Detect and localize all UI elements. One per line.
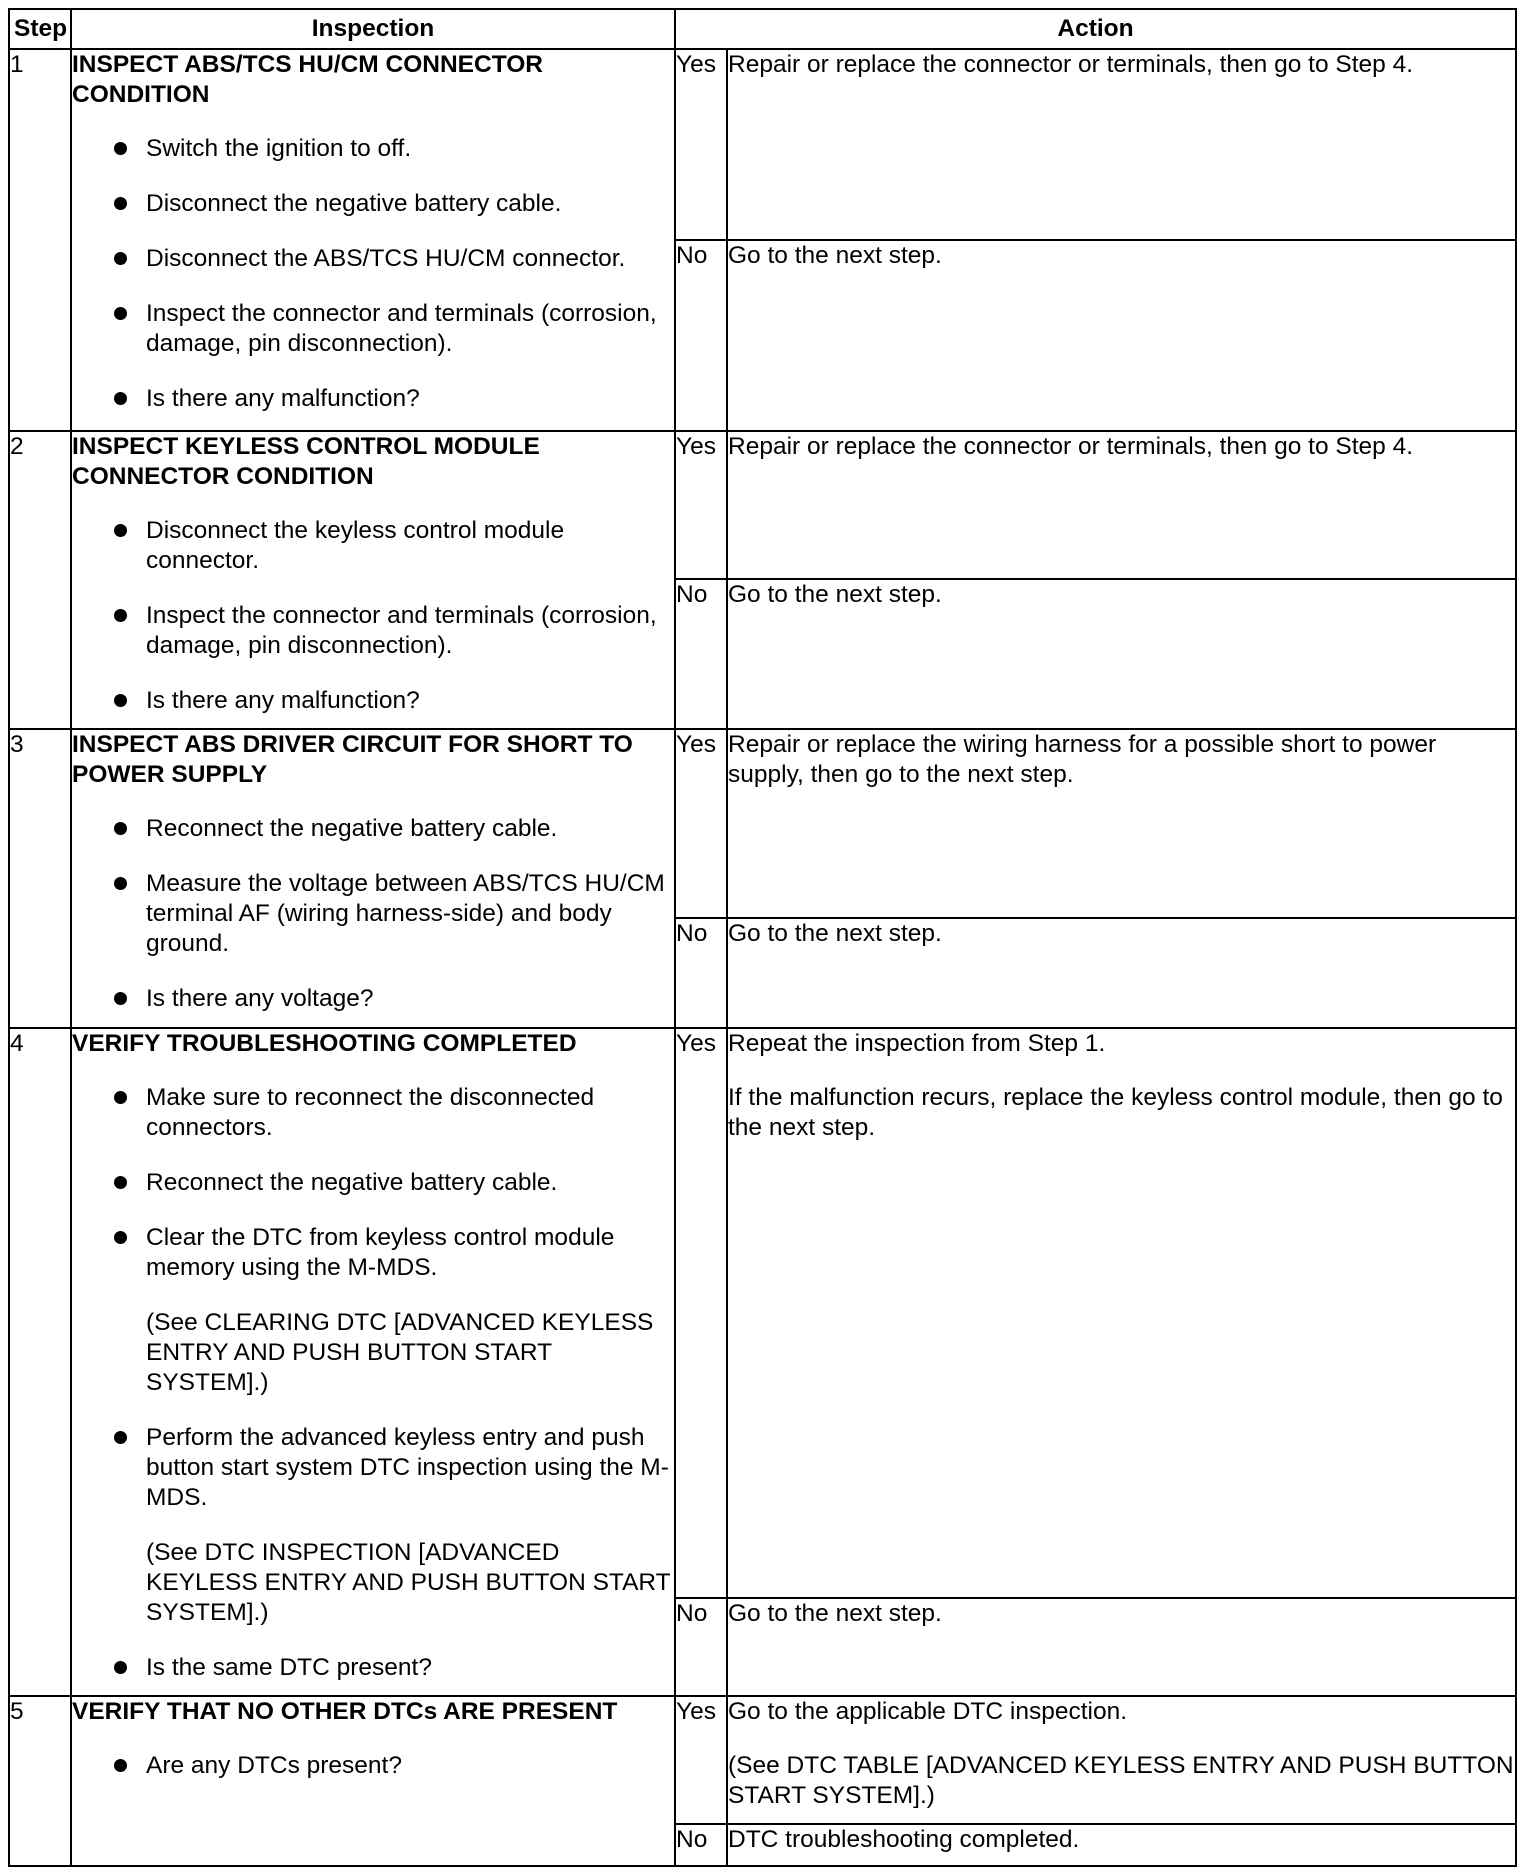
- troubleshooting-table: [8, 8, 1517, 1867]
- bullet-item: [72, 686, 674, 716]
- step-title: INSPECT ABS/TCS HU/CM CONNECTOR CONDITION: [72, 51, 543, 108]
- yes-action: [727, 1696, 1516, 1824]
- action-text: Repeat the inspection from Step 1.: [728, 1030, 1106, 1057]
- action-text: Go to the next step.: [728, 920, 942, 947]
- inspection-bullets: [72, 134, 674, 414]
- action-text: Go to the next step.: [728, 242, 942, 269]
- step-title: INSPECT ABS DRIVER CIRCUIT FOR SHORT TO POWER SUPPLY: [72, 731, 633, 788]
- table-header-row: [9, 9, 1516, 49]
- step-1-yes-row: [9, 49, 1516, 240]
- bullet-text: Is there any malfunction?: [146, 687, 420, 714]
- bullet-icon: [114, 197, 127, 210]
- bullet-icon: [114, 307, 127, 320]
- bullet-text: Reconnect the negative battery cable.: [146, 815, 558, 842]
- bullet-item: [72, 244, 674, 274]
- bullet-item: [72, 384, 674, 414]
- no-label: No: [675, 1598, 727, 1696]
- no-label: No: [675, 579, 727, 729]
- bullet-icon: [114, 877, 127, 890]
- inspection-bullets: [72, 1751, 674, 1781]
- step-title: VERIFY THAT NO OTHER DTCs ARE PRESENT: [72, 1698, 618, 1725]
- bullet-item: [72, 134, 674, 164]
- yes-action: [727, 49, 1516, 240]
- inspection-bullets: [72, 814, 674, 1014]
- bullet-item: [72, 869, 674, 959]
- step-1-inspection: [71, 49, 675, 431]
- step-column-header: Step: [9, 9, 71, 49]
- action-text: Go to the next step.: [728, 1600, 942, 1627]
- inspection-bullets: [72, 1083, 674, 1683]
- action-text: Repair or replace the connector or terminals, then go to Step 4.: [728, 51, 1414, 78]
- step-number: 2: [9, 431, 71, 729]
- yes-action: [727, 1028, 1516, 1598]
- step-4-inspection: [71, 1028, 675, 1696]
- bullet-icon: [114, 1176, 127, 1189]
- bullet-text: Switch the ignition to off.: [146, 135, 412, 162]
- bullet-text: Clear the DTC from keyless control module memory using the M-MDS.: [146, 1224, 615, 1281]
- bullet-icon: [114, 252, 127, 265]
- step-number: 3: [9, 729, 71, 1028]
- action-text: Go to the next step.: [728, 581, 942, 608]
- yes-label: Yes: [675, 431, 727, 579]
- bullet-text: Perform the advanced keyless entry and push button start system DTC inspection using the M-MDS.: [146, 1424, 669, 1511]
- action-text: If the malfunction recurs, replace the keyless control module, then go to the next step.: [728, 1084, 1503, 1141]
- yes-label: Yes: [675, 1696, 727, 1824]
- yes-label: Yes: [675, 729, 727, 918]
- bullet-item: [72, 1751, 674, 1781]
- bullet-text: Is there any malfunction?: [146, 385, 420, 412]
- bullet-item: [72, 1423, 674, 1628]
- bullet-icon: [114, 1759, 127, 1772]
- bullet-text: Disconnect the keyless control module connector.: [146, 517, 565, 574]
- inspection-column-header: Inspection: [71, 9, 675, 49]
- inspection-bullets: [72, 516, 674, 716]
- action-column-header: Action: [675, 9, 1516, 49]
- no-action: [727, 918, 1516, 1028]
- bullet-item: [72, 1168, 674, 1198]
- bullet-icon: [114, 822, 127, 835]
- action-text: Repair or replace the wiring harness for a possible short to power supply, then go to the next step.: [728, 731, 1437, 788]
- bullet-icon: [114, 1431, 127, 1444]
- bullet-text: Is there any voltage?: [146, 985, 374, 1012]
- bullet-item: [72, 1653, 674, 1683]
- procedure-page: [8, 8, 1515, 1867]
- bullet-item: [72, 299, 674, 359]
- reference-note: (See CLEARING DTC [ADVANCED KEYLESS ENTRY AND PUSH BUTTON START SYSTEM].): [146, 1309, 654, 1396]
- step-number: 1: [9, 49, 71, 431]
- bullet-item: [72, 516, 674, 576]
- bullet-icon: [114, 1231, 127, 1244]
- step-2-inspection: [71, 431, 675, 729]
- bullet-text: Is the same DTC present?: [146, 1654, 432, 1681]
- bullet-text: Are any DTCs present?: [146, 1752, 402, 1779]
- yes-action: [727, 431, 1516, 579]
- step-title: VERIFY TROUBLESHOOTING COMPLETED: [72, 1030, 577, 1057]
- bullet-text: Inspect the connector and terminals (corrosion, damage, pin disconnection).: [146, 300, 657, 357]
- no-action: [727, 1824, 1516, 1866]
- bullet-text: Make sure to reconnect the disconnected connectors.: [146, 1084, 595, 1141]
- step-number: 5: [9, 1696, 71, 1866]
- bullet-item: [72, 814, 674, 844]
- bullet-icon: [114, 992, 127, 1005]
- action-text: Repair or replace the connector or terminals, then go to Step 4.: [728, 433, 1414, 460]
- no-label: No: [675, 918, 727, 1028]
- bullet-text: Disconnect the ABS/TCS HU/CM connector.: [146, 245, 626, 272]
- bullet-text: Measure the voltage between ABS/TCS HU/CM terminal AF (wiring harness-side) and body ground.: [146, 870, 665, 957]
- step-title: INSPECT KEYLESS CONTROL MODULE CONNECTOR CONDITION: [72, 433, 540, 490]
- bullet-item: [72, 984, 674, 1014]
- step-3-inspection: [71, 729, 675, 1028]
- no-action: [727, 579, 1516, 729]
- yes-label: Yes: [675, 49, 727, 240]
- action-text: (See DTC TABLE [ADVANCED KEYLESS ENTRY AND PUSH BUTTON START SYSTEM].): [728, 1752, 1514, 1809]
- bullet-item: [72, 1083, 674, 1143]
- no-label: No: [675, 240, 727, 431]
- bullet-text: Reconnect the negative battery cable.: [146, 1169, 558, 1196]
- bullet-icon: [114, 1661, 127, 1674]
- bullet-item: [72, 1223, 674, 1398]
- step-5-yes-row: [9, 1696, 1516, 1824]
- no-label: No: [675, 1824, 727, 1866]
- bullet-icon: [114, 609, 127, 622]
- yes-label: Yes: [675, 1028, 727, 1598]
- bullet-text: Disconnect the negative battery cable.: [146, 190, 562, 217]
- step-5-inspection: [71, 1696, 675, 1866]
- bullet-item: [72, 189, 674, 219]
- action-text: Go to the applicable DTC inspection.: [728, 1698, 1128, 1725]
- step-2-yes-row: [9, 431, 1516, 579]
- bullet-icon: [114, 142, 127, 155]
- no-action: [727, 1598, 1516, 1696]
- reference-note: (See DTC INSPECTION [ADVANCED KEYLESS ENTRY AND PUSH BUTTON START SYSTEM].): [146, 1539, 671, 1626]
- step-3-yes-row: [9, 729, 1516, 918]
- bullet-item: [72, 601, 674, 661]
- bullet-icon: [114, 524, 127, 537]
- bullet-icon: [114, 1091, 127, 1104]
- step-4-yes-row: [9, 1028, 1516, 1598]
- bullet-icon: [114, 694, 127, 707]
- action-text: DTC troubleshooting completed.: [728, 1826, 1080, 1853]
- bullet-icon: [114, 392, 127, 405]
- yes-action: [727, 729, 1516, 918]
- step-number: 4: [9, 1028, 71, 1696]
- no-action: [727, 240, 1516, 431]
- bullet-text: Inspect the connector and terminals (corrosion, damage, pin disconnection).: [146, 602, 657, 659]
